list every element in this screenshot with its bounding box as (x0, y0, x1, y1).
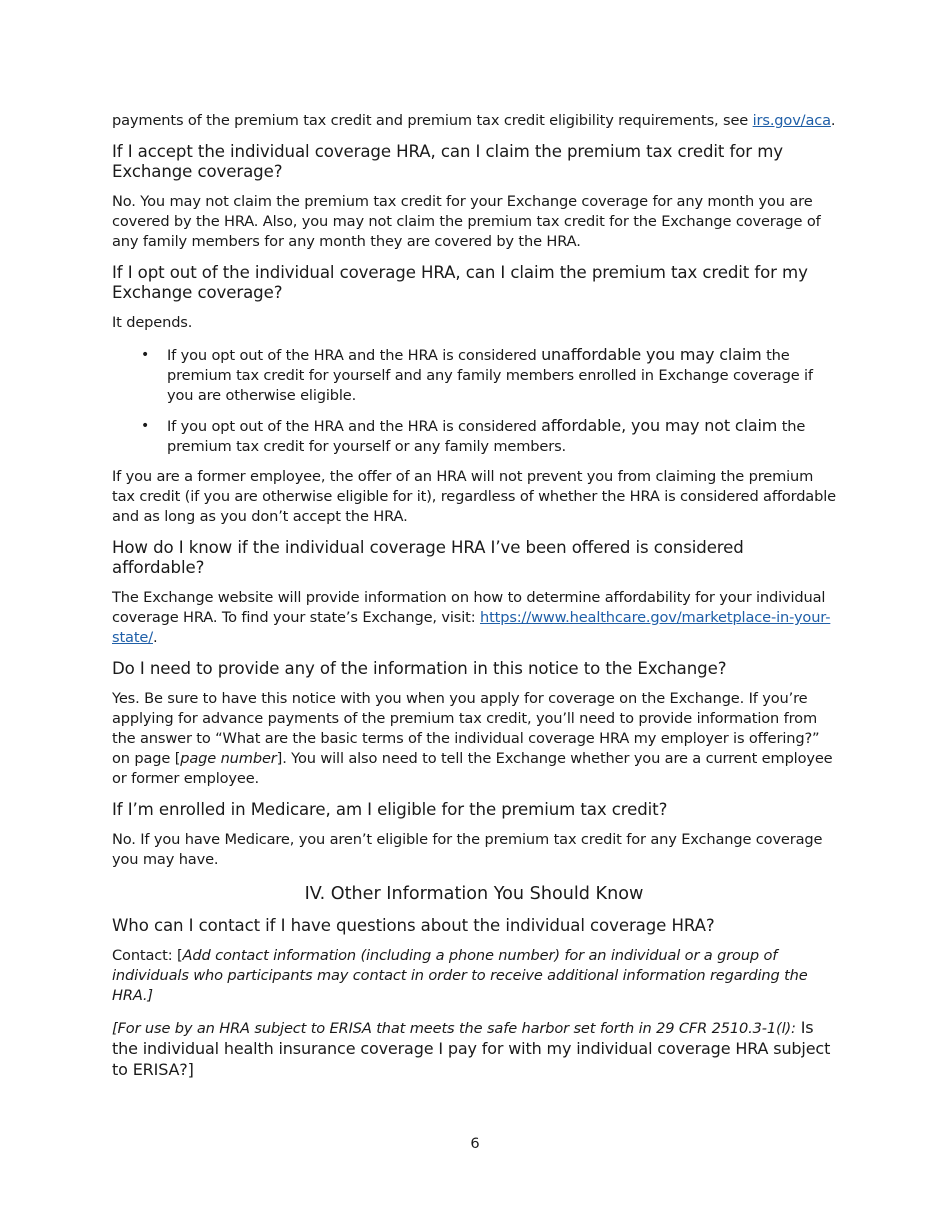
answer-provide-info (112, 689, 836, 789)
affordability-end: . (153, 629, 158, 646)
contact-paragraph (112, 946, 836, 1006)
answer-affordability (112, 588, 836, 648)
erisa-condition: [For use by an HRA subject to ERISA that meets the safe harbor set forth in 29 CFR 2510.3-1(l): (112, 1020, 796, 1037)
section-iv-heading: IV. Other Information You Should Know (304, 884, 644, 904)
contact-placeholder: Add contact information (including a phone number) for an individual or a group of individuals who participants may contact in order to receive additional information regarding the HRA.] (112, 947, 808, 1004)
former-employee-paragraph: If you are a former employee, the offer of an HRA will not prevent you from claiming the premium tax credit (if you are otherwise eligible for it), regardless of whether the HRA is considered affordable and as long as you don’t accept the HRA. (112, 468, 836, 525)
contact-label: Contact: [ (112, 947, 183, 964)
bullet-dot-icon: • (141, 347, 150, 363)
opt-out-bullet-list (112, 345, 836, 457)
bullet-2-text-a: If you opt out of the HRA and the HRA is considered (167, 418, 542, 435)
affordability-text: The Exchange website will provide information on how to determine affordability for your individual coverage HRA. To find your state’s Exchange, visit: (112, 589, 826, 626)
question-provide-info: Do I need to provide any of the information in this notice to the Exchange? (112, 659, 727, 678)
bullet-1-text-b: unaffordable you may claim (541, 345, 762, 364)
question-affordability: How do I know if the individual coverage HRA I’ve been offered is considered affordable? (112, 538, 744, 577)
erisa-question: Is the individual health insurance coverage I pay for with my individual coverage HRA subject to ERISA?] (112, 1018, 831, 1079)
provide-info-text-a: Yes. Be sure to have this notice with you when you apply for coverage on the Exchange. If you’re applying for advance payments of the premium tax credit, you’ll need to provide information from the answer to “What are the basic terms of the individual coverage HRA my employer is offering?” on page [ (112, 690, 820, 767)
erisa-paragraph (112, 1018, 836, 1081)
page-number-placeholder: page number (180, 750, 277, 767)
question-accept-hra: If I accept the individual coverage HRA, can I claim the premium tax credit for my Exchange coverage? (112, 142, 783, 181)
answer-accept-hra: No. You may not claim the premium tax credit for your Exchange coverage for any month you are covered by the HRA. Also, you may not claim the premium tax credit for the Exchange coverage of any family members for any month they are covered by the HRA. (112, 193, 821, 250)
bullet-1-text-c: the premium tax credit for yourself and any family members enrolled in Exchange coverage if you are otherwise eligible. (167, 347, 813, 404)
document-page (112, 111, 836, 1081)
bullet-1-text-a: If you opt out of the HRA and the HRA is considered (167, 347, 542, 364)
bullet-unaffordable (112, 345, 836, 406)
provide-info-text-b: ]. You will also need to tell the Exchange whether you are a current employee or former employee. (112, 750, 833, 787)
bullet-2-text-b: affordable, you may not claim (541, 416, 778, 435)
bullet-affordable (112, 416, 836, 457)
intro-end: . (830, 112, 836, 129)
intro-text: payments of the premium tax credit and premium tax credit eligibility requirements, see (112, 112, 753, 129)
question-opt-out-hra: If I opt out of the individual coverage HRA, can I claim the premium tax credit for my Exchange coverage? (112, 263, 808, 302)
page-number: 6 (470, 1135, 480, 1152)
answer-it-depends: It depends. (112, 314, 193, 331)
bullet-dot-icon: • (141, 418, 150, 434)
question-contact: Who can I contact if I have questions about the individual coverage HRA? (112, 916, 715, 935)
healthcare-gov-link[interactable]: https://www.healthcare.gov/marketplace-in-your-state/ (112, 609, 831, 646)
question-medicare: If I’m enrolled in Medicare, am I eligible for the premium tax credit? (112, 800, 668, 819)
bullet-2-text-c: the premium tax credit for yourself or any family members. (167, 418, 806, 455)
irs-aca-link[interactable]: irs.gov/aca (752, 112, 831, 129)
intro-paragraph (112, 111, 836, 131)
answer-medicare: No. If you have Medicare, you aren’t eligible for the premium tax credit for any Exchange coverage you may have. (112, 831, 823, 868)
